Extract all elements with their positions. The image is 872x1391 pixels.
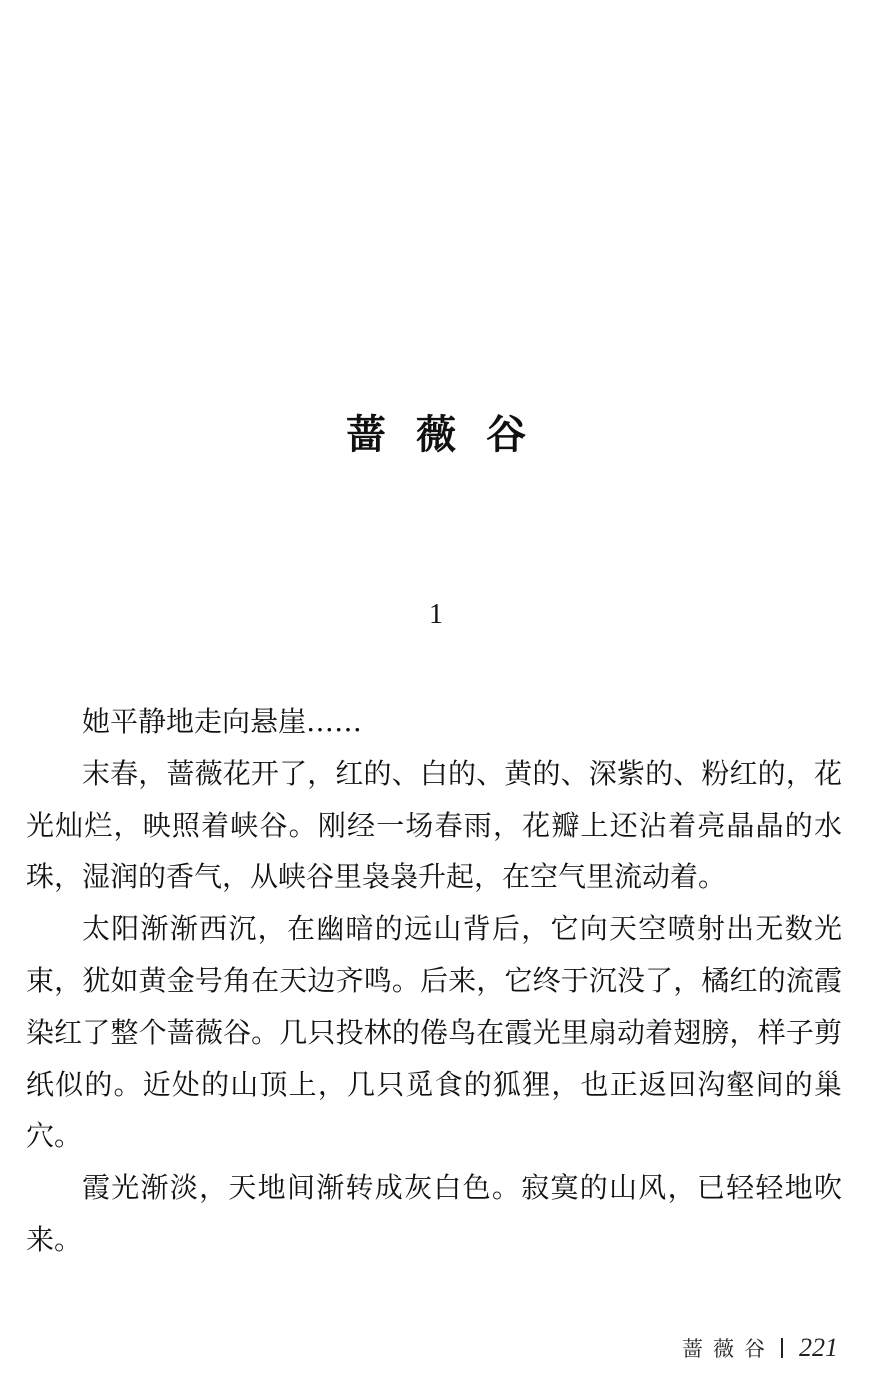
page-footer: [682, 1333, 838, 1363]
paragraph: 她平静地走向悬崖……: [82, 705, 363, 738]
running-title: 蔷薇谷: [682, 1337, 775, 1361]
paragraph: 霞光渐淡，天地间渐转成灰白色。寂寞的山风，已轻轻地吹来。: [26, 1171, 842, 1256]
chapter-title: [0, 407, 872, 463]
chapter-title-char: 谷: [486, 411, 526, 458]
paragraph: 太阳渐渐西沉，在幽暗的远山背后，它向天空喷射出无数光束，犹如黄金号角在天边齐鸣。后来，它终于沉没了，橘红的流霞染红了整个蔷薇谷。几只投林的倦鸟在霞光里扇动着翅膀，样子剪纸似的。近处的山顶上，几只觅食的狐狸，也正返回沟壑间的巢穴。: [26, 912, 842, 1153]
page-number: 221: [799, 1333, 838, 1362]
chapter-title-char: 蔷: [346, 411, 386, 458]
paragraph: 末春，蔷薇花开了，红的、白的、黄的、深紫的、粉红的，花光灿烂，映照着峡谷。刚经一场春雨，花瓣上还沾着亮晶晶的水珠，湿润的香气，从峡谷里袅袅升起，在空气里流动着。: [26, 756, 842, 894]
section-number: 1: [429, 599, 443, 630]
footer-divider: [781, 1338, 783, 1358]
body-text: [26, 696, 842, 1266]
chapter-title-char: 薇: [416, 411, 456, 458]
